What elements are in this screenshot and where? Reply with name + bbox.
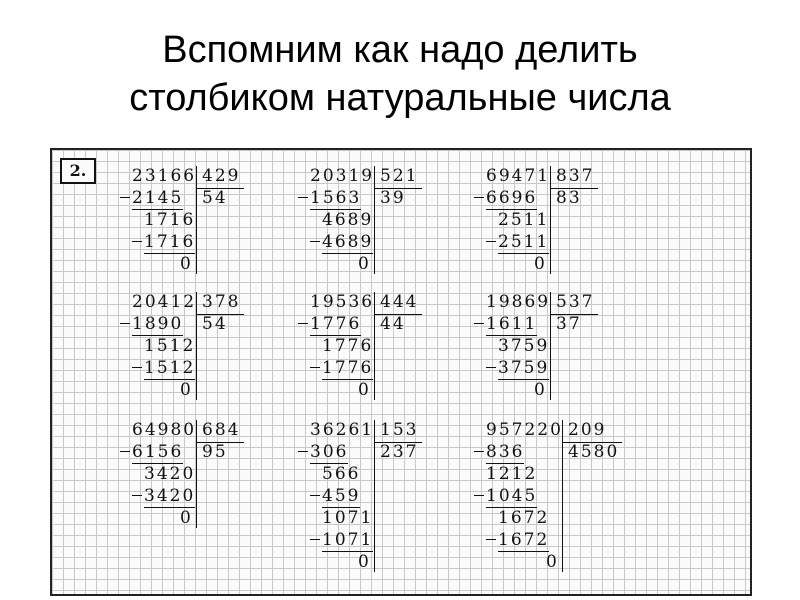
division-step: 1776 (322, 336, 374, 356)
division-step: 1672 (498, 530, 549, 552)
dividend: 36261 (310, 420, 375, 440)
slide-title-line-1: Вспомним как надо делить (162, 29, 638, 71)
minus-sign (310, 495, 320, 496)
quotient: 95 (202, 442, 228, 462)
minus-sign (474, 451, 484, 452)
division-step: 2511 (498, 232, 549, 254)
division-step: 1045 (486, 486, 537, 508)
minus-sign (474, 495, 484, 496)
division-bar-horizontal (196, 442, 244, 443)
minus-sign (486, 539, 496, 540)
division-step: 4689 (322, 232, 373, 254)
divisor: 837 (556, 166, 595, 186)
division-step: 1890 (132, 314, 183, 336)
division-bar-horizontal (562, 442, 622, 443)
division-step: 459 (322, 486, 360, 508)
division-step: 1512 (144, 358, 195, 380)
divisor: 153 (380, 420, 419, 440)
division-step: 1716 (144, 232, 195, 254)
minus-sign (298, 451, 308, 452)
division-step: 2145 (132, 188, 183, 210)
division-step: 1716 (144, 210, 196, 230)
division-bar-horizontal (196, 188, 244, 189)
dividend: 64980 (132, 420, 197, 440)
dividend: 20412 (132, 292, 197, 312)
task-number-label: 2. (60, 158, 96, 184)
quotient: 37 (556, 314, 582, 334)
minus-sign (298, 323, 308, 324)
quotient: 44 (380, 314, 406, 334)
remainder: 0 (180, 254, 193, 274)
division-step: 6156 (132, 442, 183, 464)
division-step: 1611 (486, 314, 537, 336)
division-step: 566 (322, 464, 361, 484)
minus-sign (120, 451, 130, 452)
remainder: 0 (534, 254, 547, 274)
minus-sign (474, 323, 484, 324)
remainder: 0 (358, 254, 371, 274)
minus-sign (310, 539, 320, 540)
division-step: 1776 (310, 314, 361, 336)
quotient: 54 (202, 314, 228, 334)
divisor: 537 (556, 292, 595, 312)
dividend: 19869 (486, 292, 551, 312)
division-step: 836 (486, 442, 524, 464)
division-step: 1071 (322, 508, 374, 528)
dividend: 19536 (310, 292, 375, 312)
division-bar-vertical (374, 292, 375, 400)
minus-sign (298, 197, 308, 198)
division-step: 6696 (486, 188, 537, 210)
minus-sign (120, 197, 130, 198)
dividend: 69471 (486, 166, 551, 186)
division-step: 1776 (322, 358, 373, 380)
division-bar-vertical (550, 292, 551, 400)
division-bar-vertical (374, 166, 375, 274)
division-bar-horizontal (196, 314, 244, 315)
division-bar-vertical (196, 166, 197, 274)
division-bar-horizontal (550, 188, 598, 189)
division-bar-horizontal (374, 314, 422, 315)
division-step: 3420 (144, 486, 195, 508)
division-step: 1071 (322, 530, 373, 552)
remainder: 0 (358, 380, 371, 400)
minus-sign (132, 241, 142, 242)
division-step: 1672 (498, 508, 550, 528)
division-step: 1212 (486, 464, 538, 484)
division-bar-vertical (550, 166, 551, 274)
quotient: 237 (380, 442, 419, 462)
minus-sign (310, 367, 320, 368)
quotient: 83 (556, 188, 582, 208)
division-bar-horizontal (374, 188, 422, 189)
division-bar-horizontal (550, 314, 598, 315)
division-step: 3759 (498, 336, 550, 356)
division-step: 2511 (498, 210, 550, 230)
minus-sign (132, 367, 142, 368)
worksheet-scan (50, 148, 752, 596)
quotient: 4580 (568, 442, 620, 462)
dividend: 20319 (310, 166, 375, 186)
minus-sign (486, 367, 496, 368)
divisor: 429 (202, 166, 241, 186)
minus-sign (474, 197, 484, 198)
divisor: 521 (380, 166, 419, 186)
remainder: 0 (534, 380, 547, 400)
division-step: 1563 (310, 188, 361, 210)
minus-sign (120, 323, 130, 324)
division-step: 3759 (498, 358, 549, 380)
minus-sign (132, 495, 142, 496)
division-bar-horizontal (374, 442, 422, 443)
remainder: 0 (180, 508, 193, 528)
division-step: 3420 (144, 464, 196, 484)
remainder: 0 (180, 380, 193, 400)
division-step: 306 (310, 442, 348, 464)
divisor: 684 (202, 420, 241, 440)
minus-sign (310, 241, 320, 242)
dividend: 957220 (486, 420, 563, 440)
slide-title-line-2: столбиком натуральные числа (129, 77, 671, 119)
quotient: 39 (380, 188, 406, 208)
divisor: 378 (202, 292, 241, 312)
division-bar-vertical (196, 420, 197, 528)
division-step: 1512 (144, 336, 196, 356)
minus-sign (486, 241, 496, 242)
remainder: 0 (546, 552, 559, 572)
division-step: 4689 (322, 210, 374, 230)
dividend: 23166 (132, 166, 197, 186)
slide-title (0, 26, 800, 122)
remainder: 0 (358, 552, 371, 572)
divisor: 444 (380, 292, 419, 312)
divisor: 209 (568, 420, 607, 440)
quotient: 54 (202, 188, 228, 208)
division-bar-vertical (196, 292, 197, 400)
